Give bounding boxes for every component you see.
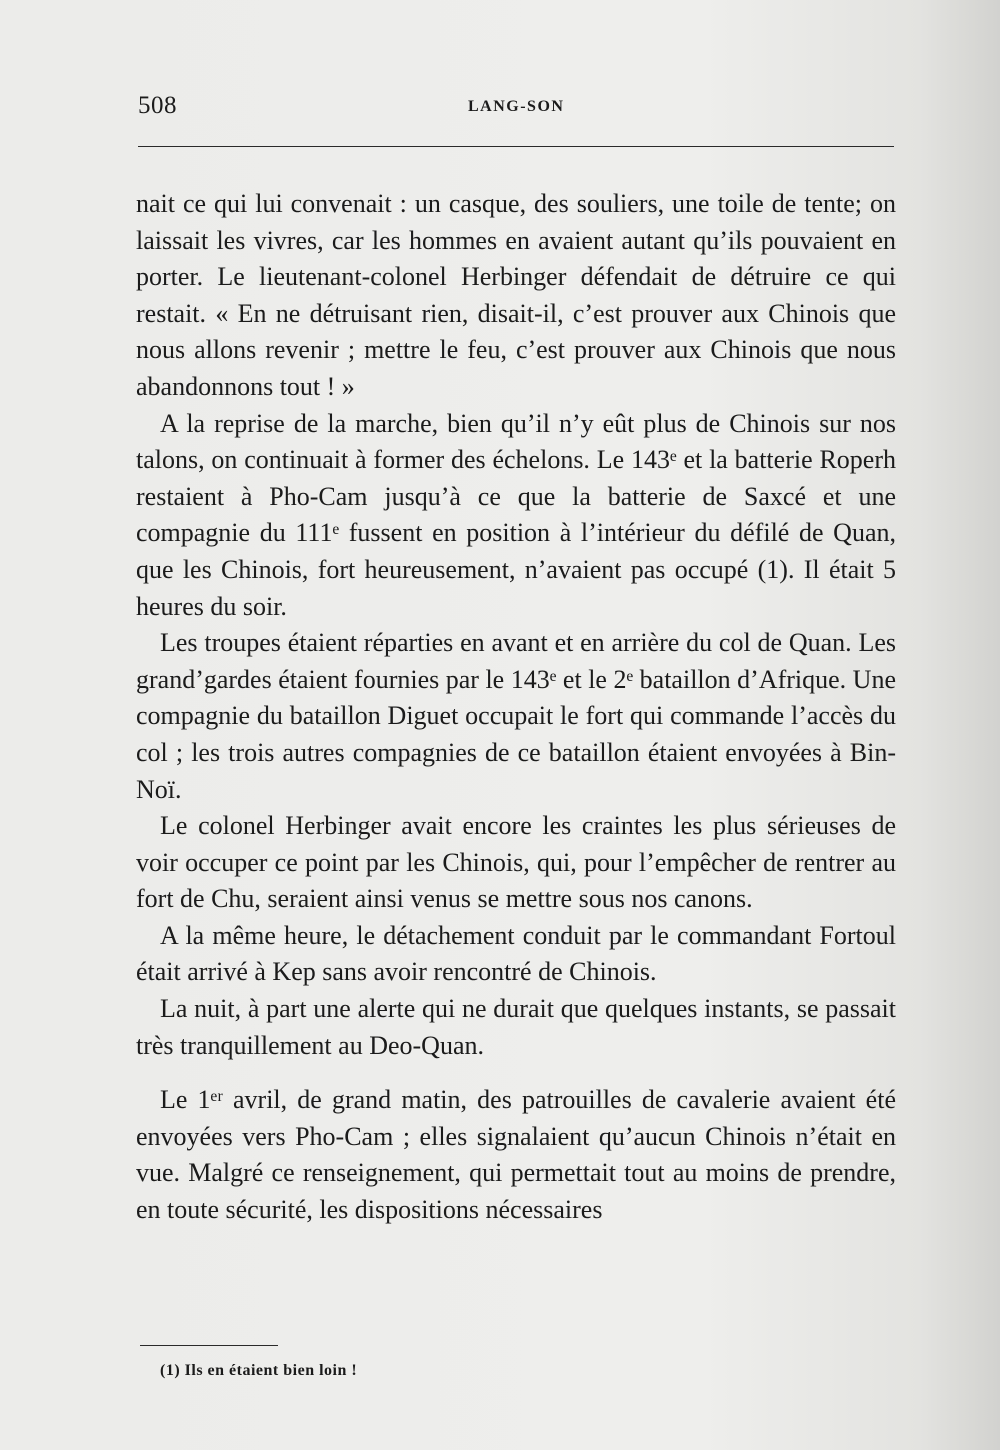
paragraph-5: A la même heure, le détachement conduit par le commandant Fortoul était arrivé à Kep sans avoir rencontré de Chinois.	[136, 920, 896, 987]
running-head: LANG-SON	[468, 98, 565, 115]
paragraph-2: A la reprise de la marche, bien qu’il n’y eût plus de Chinois sur nos talons, on continuait à former des échelons. Le 143ᵉ et la batterie Roperh restaient à Pho-Cam jusqu’à ce que la batterie de Saxcé et une compagnie du 111ᵉ fussent en position à l’intérieur du défilé de Quan, que les Chinois, fort heureusement, n’avaient pas occupé (1). Il était 5 heures du soir.	[136, 408, 896, 621]
header-rule	[138, 146, 894, 147]
paragraph-6: La nuit, à part une alerte qui ne durait que quelques instants, se passait très tranquillement au Deo-Quan.	[136, 994, 896, 1060]
paragraph-1: nait ce qui lui convenait : un casque, des souliers, une toile de tente; on laissait les vivres, car les hommes en avaient autant qu’ils pouvaient en porter. Le lieutenant-colonel Herbinger défendait de détruire ce qui restait. « En ne détruisant rien, disait-il, c’est prouver aux Chinois que nous allons revenir ; mettre le feu, c’est prouver aux Chinois que nous abandonnons tout ! »	[136, 189, 896, 401]
paragraph-4: Le colonel Herbinger avait encore les craintes les plus sérieuses de voir occuper ce point par les Chinois, qui, pour l’empêcher de rentrer au fort de Chu, seraient ainsi venus se mettre sous nos canons.	[136, 811, 896, 914]
page-header	[138, 92, 894, 124]
body-text	[136, 186, 896, 1229]
page-number: 508	[138, 92, 177, 119]
footnote: (1) Ils en étaient bien loin !	[160, 1362, 358, 1379]
footnote-rule	[140, 1345, 278, 1346]
paragraph-7: Le 1ᵉʳ avril, de grand matin, des patrouilles de cavalerie avaient été envoyées vers Pho-Cam ; elles signalaient qu’aucun Chinois n’était en vue. Malgré ce renseignement, qui permettait tout au moins de prendre, en toute sécurité, les dispositions nécessaires	[136, 1085, 896, 1225]
paragraph-3: Les troupes étaient réparties en avant et en arrière du col de Quan. Les grand’gardes étaient fournies par le 143ᵉ et le 2ᵉ bataillon d’Afrique. Une compagnie du bataillon Diguet occupait le fort qui commande l’accès du col ; les trois autres compagnies de ce bataillon étaient envoyées à Bin-Noï.	[136, 628, 896, 804]
